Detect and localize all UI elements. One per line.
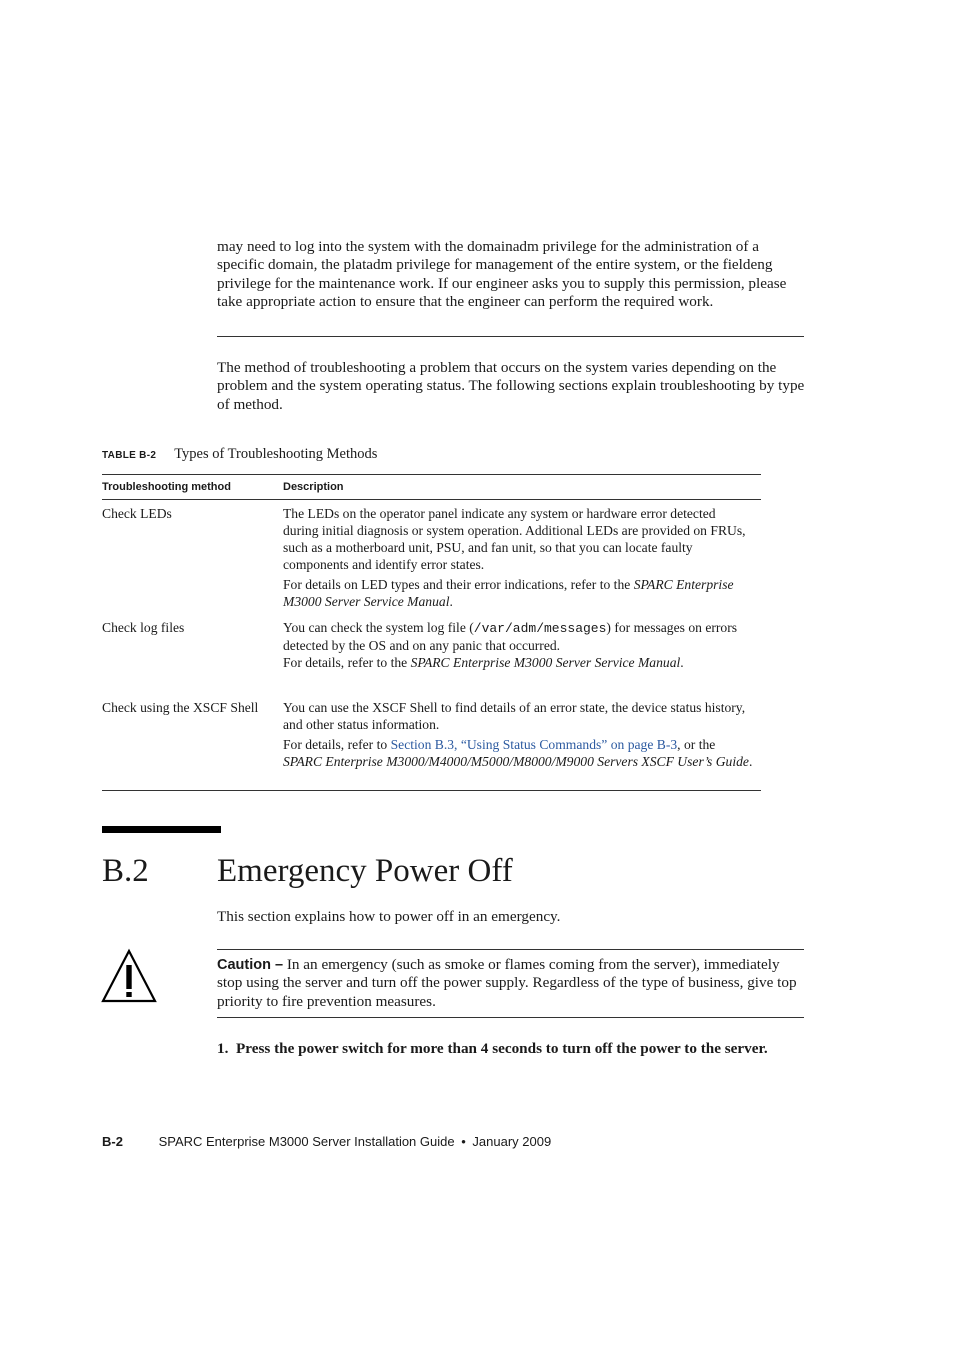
section-number: B.2 [102, 853, 149, 889]
description-text: You can check the system log file (/var/adm/messages) for messages on errors detected by the OS and on any panic that occurred. [283, 620, 738, 653]
section-bar [102, 826, 221, 833]
table-row-description [283, 619, 753, 671]
table-top-rule [102, 474, 761, 475]
section-intro: This section explains how to power off in an emergency. [217, 908, 561, 925]
section-b3-link[interactable]: Section B.3, “Using Status Commands” on page B-3 [390, 737, 678, 752]
table-header-description: Description [283, 481, 344, 493]
method-paragraph [217, 359, 807, 414]
table-title: Types of Troubleshooting Methods [174, 446, 378, 462]
table-row-method: Check log files [102, 620, 185, 635]
warning-triangle-icon [100, 948, 158, 1009]
page-footer [102, 1134, 551, 1149]
table-header-method: Troubleshooting method [102, 481, 231, 493]
description-text: You can use the XSCF Shell to find details of an error state, the device status history, and other status information. [283, 700, 746, 732]
footer-separator: • [461, 1134, 466, 1149]
step-item [217, 1040, 797, 1058]
intro-text: may need to log into the system with the domainadm privilege for the administration of a specific domain, the platadm privilege for management of the entire system, or the fieldeng privilege for the maintenance work. If our engineer asks you to supply this permission, please take appropriate action to ensure that the engineer can perform the required work. [217, 238, 787, 310]
table-row-method: Check using the XSCF Shell [102, 700, 259, 715]
table-label: TABLE B-2 [102, 450, 157, 461]
description-reference: For details, refer to the SPARC Enterprise M3000 Server Service Manual. [283, 655, 684, 670]
step-number: 1. [217, 1040, 229, 1057]
table-caption [102, 445, 377, 463]
caution-text: In an emergency (such as smoke or flames coming from the server), immediately stop using the server and turn off the power supply. Regardless of the type of business, give top priority to fire prevention measures. [217, 956, 797, 1010]
table-row-description [283, 505, 753, 610]
table-header-rule [102, 499, 761, 500]
table-row-description [283, 699, 753, 770]
caution-label: Caution – [217, 957, 284, 973]
step-text: Press the power switch for more than 4 seconds to turn off the power to the server. [236, 1040, 768, 1057]
caution-box [217, 956, 807, 1011]
description-reference: For details, refer to Section B.3, “Using Status Commands” on page B-3, or the SPARC Enterprise M3000/M4000/M5000/M8000/M9000 Servers XSCF User’s Guide. [283, 737, 753, 769]
table-row-method: Check LEDs [102, 506, 172, 521]
table-bottom-rule [102, 790, 761, 791]
footer-date: January 2009 [472, 1134, 552, 1149]
description-text: The LEDs on the operator panel indicate any system or hardware error detected during initial diagnosis or system operation. Additional LEDs are provided on FRUs, such as a motherboard unit, PSU, and fan unit, so that you can locate faulty components and identify error states. [283, 506, 746, 572]
footer-title: SPARC Enterprise M3000 Server Installation Guide [158, 1134, 455, 1149]
intro-paragraph [217, 238, 807, 311]
description-reference: For details on LED types and their error indications, refer to the SPARC Enterprise M3000 Server Service Manual. [283, 577, 734, 609]
caution-bottom-rule [217, 1017, 804, 1018]
page-number: B-2 [102, 1134, 123, 1149]
caution-top-rule [217, 949, 804, 950]
log-file-path: /var/adm/messages [473, 621, 607, 636]
section-title: Emergency Power Off [217, 853, 513, 889]
method-text: The method of troubleshooting a problem that occurs on the system varies depending on the problem and the system operating status. The following sections explain troubleshooting by type of method. [217, 359, 805, 413]
divider [217, 336, 804, 337]
